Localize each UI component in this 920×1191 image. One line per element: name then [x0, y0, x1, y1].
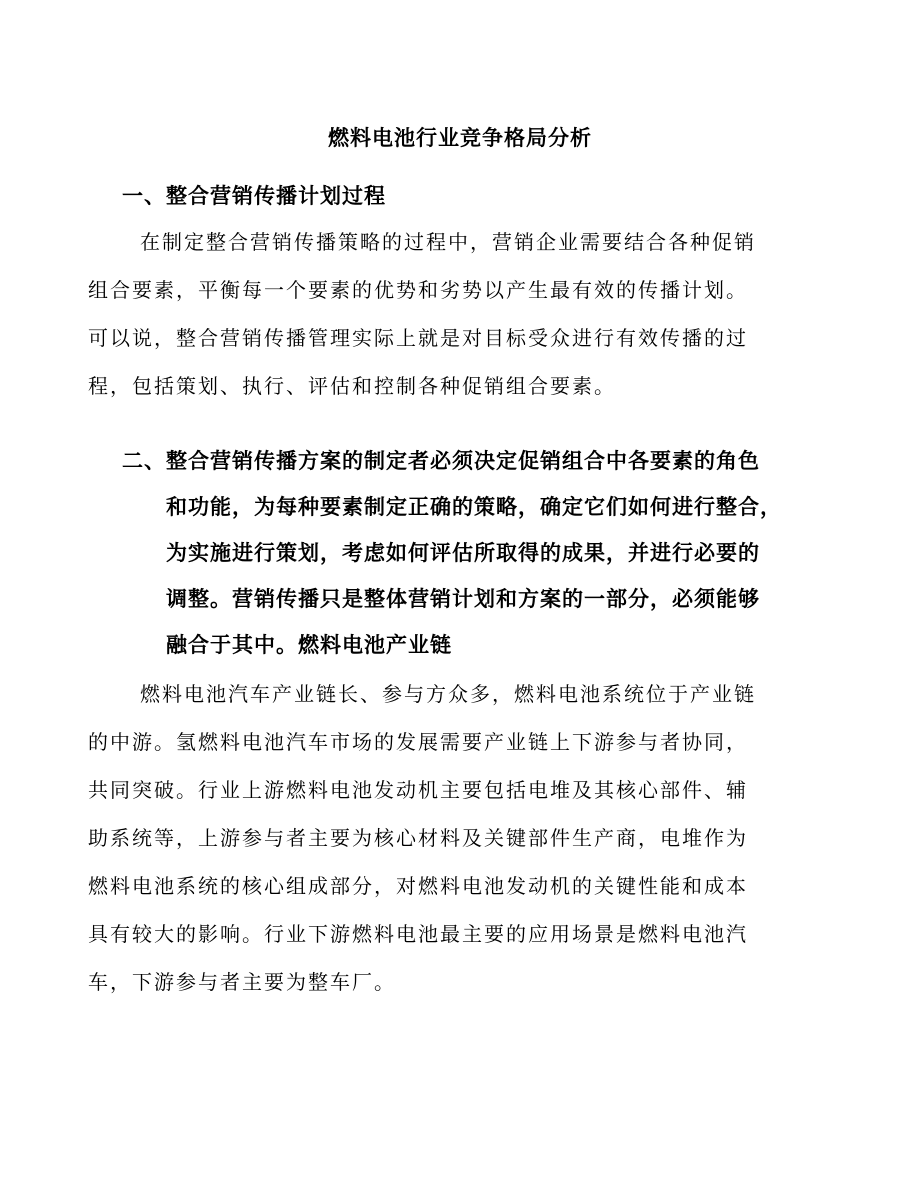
section-2-paragraph — [88, 670, 848, 1006]
heading-line: 融合于其中。燃料电池产业链 — [166, 632, 452, 657]
heading-line: 为实施进行策划，考虑如何评估所取得的成果，并进行必要的 — [166, 540, 760, 565]
heading-line: 二、整合营销传播方案的制定者必须决定促销组合中各要素的角色 — [122, 448, 760, 473]
paragraph-line: 车，下游参与者主要为整车厂。 — [88, 970, 396, 994]
paragraph-line: 助系统等，上游参与者主要为核心材料及关键部件生产商，电堆作为 — [88, 826, 748, 850]
paragraph-line: 在制定整合营销传播策略的过程中，营销企业需要结合各种促销 — [140, 230, 756, 254]
paragraph-line: 程，包括策划、执行、评估和控制各种促销组合要素。 — [88, 374, 616, 398]
section-1-paragraph — [88, 218, 848, 410]
paragraph-line: 可以说，整合营销传播管理实际上就是对目标受众进行有效传播的过 — [88, 326, 748, 350]
section-2-heading — [122, 438, 782, 668]
paragraph-line: 的中游。氢燃料电池汽车市场的发展需要产业链上下游参与者协同， — [88, 730, 748, 754]
paragraph-line: 具有较大的影响。行业下游燃料电池最主要的应用场景是燃料电池汽 — [88, 922, 748, 946]
paragraph-line: 燃料电池汽车产业链长、参与方众多，燃料电池系统位于产业链 — [140, 682, 756, 706]
paragraph-line: 燃料电池系统的核心组成部分，对燃料电池发动机的关键性能和成本 — [88, 874, 748, 898]
document-title: 燃料电池行业竞争格局分析 — [328, 125, 592, 150]
section-1-heading: 一、整合营销传播计划过程 — [122, 183, 386, 208]
paragraph-line: 组合要素，平衡每一个要素的优势和劣势以产生最有效的传播计划。 — [88, 278, 748, 302]
paragraph-line: 共同突破。行业上游燃料电池发动机主要包括电堆及其核心部件、辅 — [88, 778, 748, 802]
heading-line: 调整。营销传播只是整体营销计划和方案的一部分，必须能够 — [166, 586, 760, 611]
heading-line: 和功能，为每种要素制定正确的策略，确定它们如何进行整合， — [166, 494, 782, 519]
